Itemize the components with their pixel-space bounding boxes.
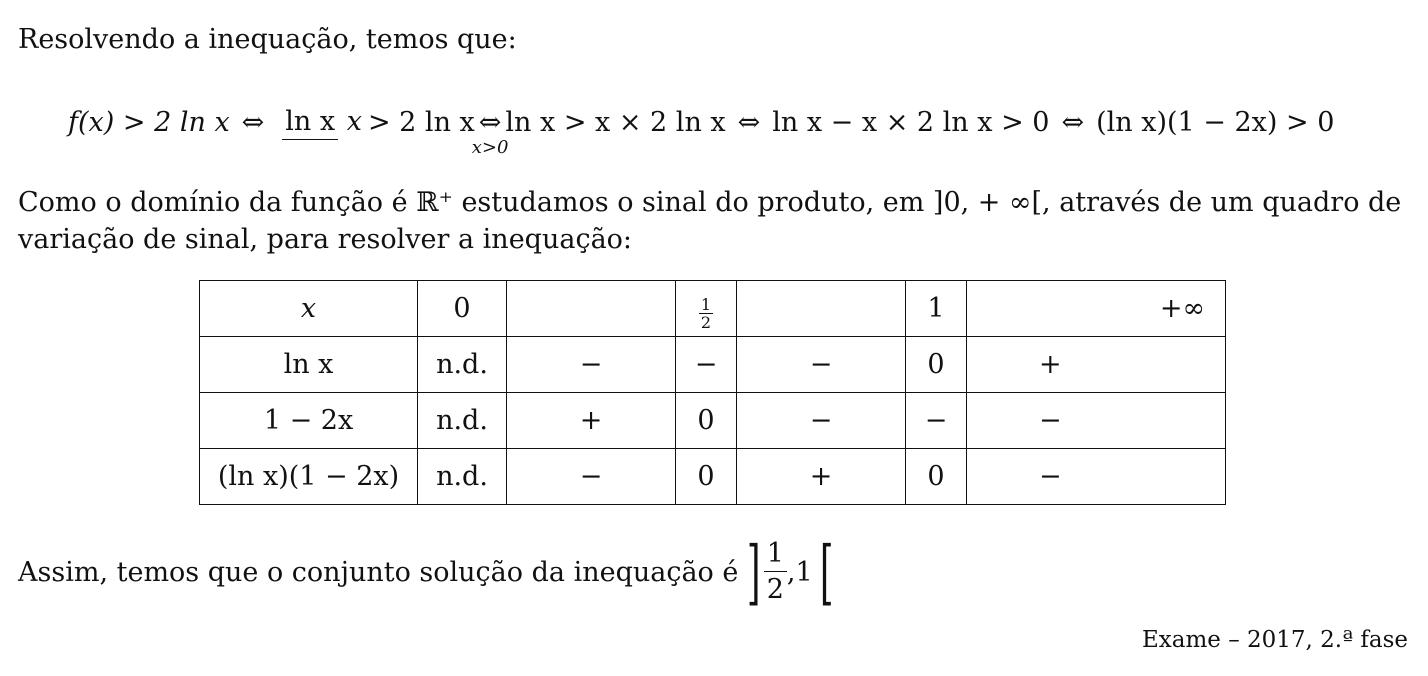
eq-step4: (ln x)(1 − 2x) > 0 (1096, 106, 1335, 138)
header-one: 1 (906, 281, 967, 337)
eq-frac-den: x (346, 106, 362, 137)
cell: 0 (906, 337, 967, 393)
solution-rest: ,1 (786, 556, 813, 588)
eq-fraction (282, 104, 362, 140)
cell: − (507, 337, 676, 393)
cell: 0 (906, 449, 967, 505)
table-row (200, 337, 1226, 393)
row-label: 1 − 2x (200, 393, 418, 449)
table-row (200, 449, 1226, 505)
header-zero: 0 (418, 281, 507, 337)
domain-text-line2: variação de sinal, para resolver a inequação: (18, 224, 633, 255)
cell: − (737, 393, 906, 449)
header-inf: +∞ (967, 281, 1226, 337)
eq-frac-num: ln x (282, 107, 338, 140)
cell: + (967, 337, 1226, 393)
eq-iff-cond (471, 106, 509, 158)
header-half (676, 281, 737, 337)
eq-step3: ln x − x × 2 ln x > 0 (772, 106, 1050, 138)
table-header-row (200, 281, 1226, 337)
header-empty (507, 281, 676, 337)
row-label: ln x (200, 337, 418, 393)
solution-close-bracket: [ (819, 531, 834, 613)
domain-text-line1: Como o domínio da função é ℝ⁺ estudamos o sinal do produto, em ]0, + ∞[, através de um quadro de (18, 187, 1402, 218)
table-row (200, 393, 1226, 449)
cell: − (906, 393, 967, 449)
row-label: (ln x)(1 − 2x) (200, 449, 418, 505)
intro-text: Resolvendo a inequação, temos que: (18, 24, 517, 55)
solution-num: 1 (764, 539, 787, 572)
eq-iff-2: ⇔ (478, 106, 502, 138)
solution-text: Assim, temos que o conjunto solução da inequação é (18, 556, 739, 588)
cell: + (507, 393, 676, 449)
solution-den: 2 (766, 573, 784, 605)
header-empty (737, 281, 906, 337)
source-citation: Exame – 2017, 2.ª fase (1142, 627, 1408, 653)
cell: − (967, 393, 1226, 449)
cell: n.d. (418, 449, 507, 505)
half-den: 2 (700, 313, 712, 332)
eq-step2: ln x > x × 2 ln x (505, 106, 726, 138)
cell: − (507, 449, 676, 505)
solution-open-bracket: ] (747, 531, 761, 613)
cell: 0 (676, 449, 737, 505)
eq-iff-1: ⇔ (241, 106, 265, 138)
solution-fraction (764, 539, 787, 606)
eq-iff-3: ⇔ (737, 106, 761, 138)
cell: 0 (676, 393, 737, 449)
eq-cond: x>0 (471, 136, 509, 158)
eq-iff-4: ⇔ (1061, 106, 1085, 138)
eq-after-frac: > 2 ln x (367, 106, 475, 138)
eq-lhs: f(x) > 2 ln x (68, 106, 230, 138)
sign-table (199, 280, 1226, 505)
cell: − (967, 449, 1226, 505)
cell: + (737, 449, 906, 505)
solution-line (18, 531, 840, 613)
cell: − (737, 337, 906, 393)
cell: n.d. (418, 337, 507, 393)
header-x: x (200, 281, 418, 337)
main-equation (68, 84, 1334, 160)
cell: n.d. (418, 393, 507, 449)
half-num: 1 (700, 295, 712, 314)
cell: − (676, 337, 737, 393)
